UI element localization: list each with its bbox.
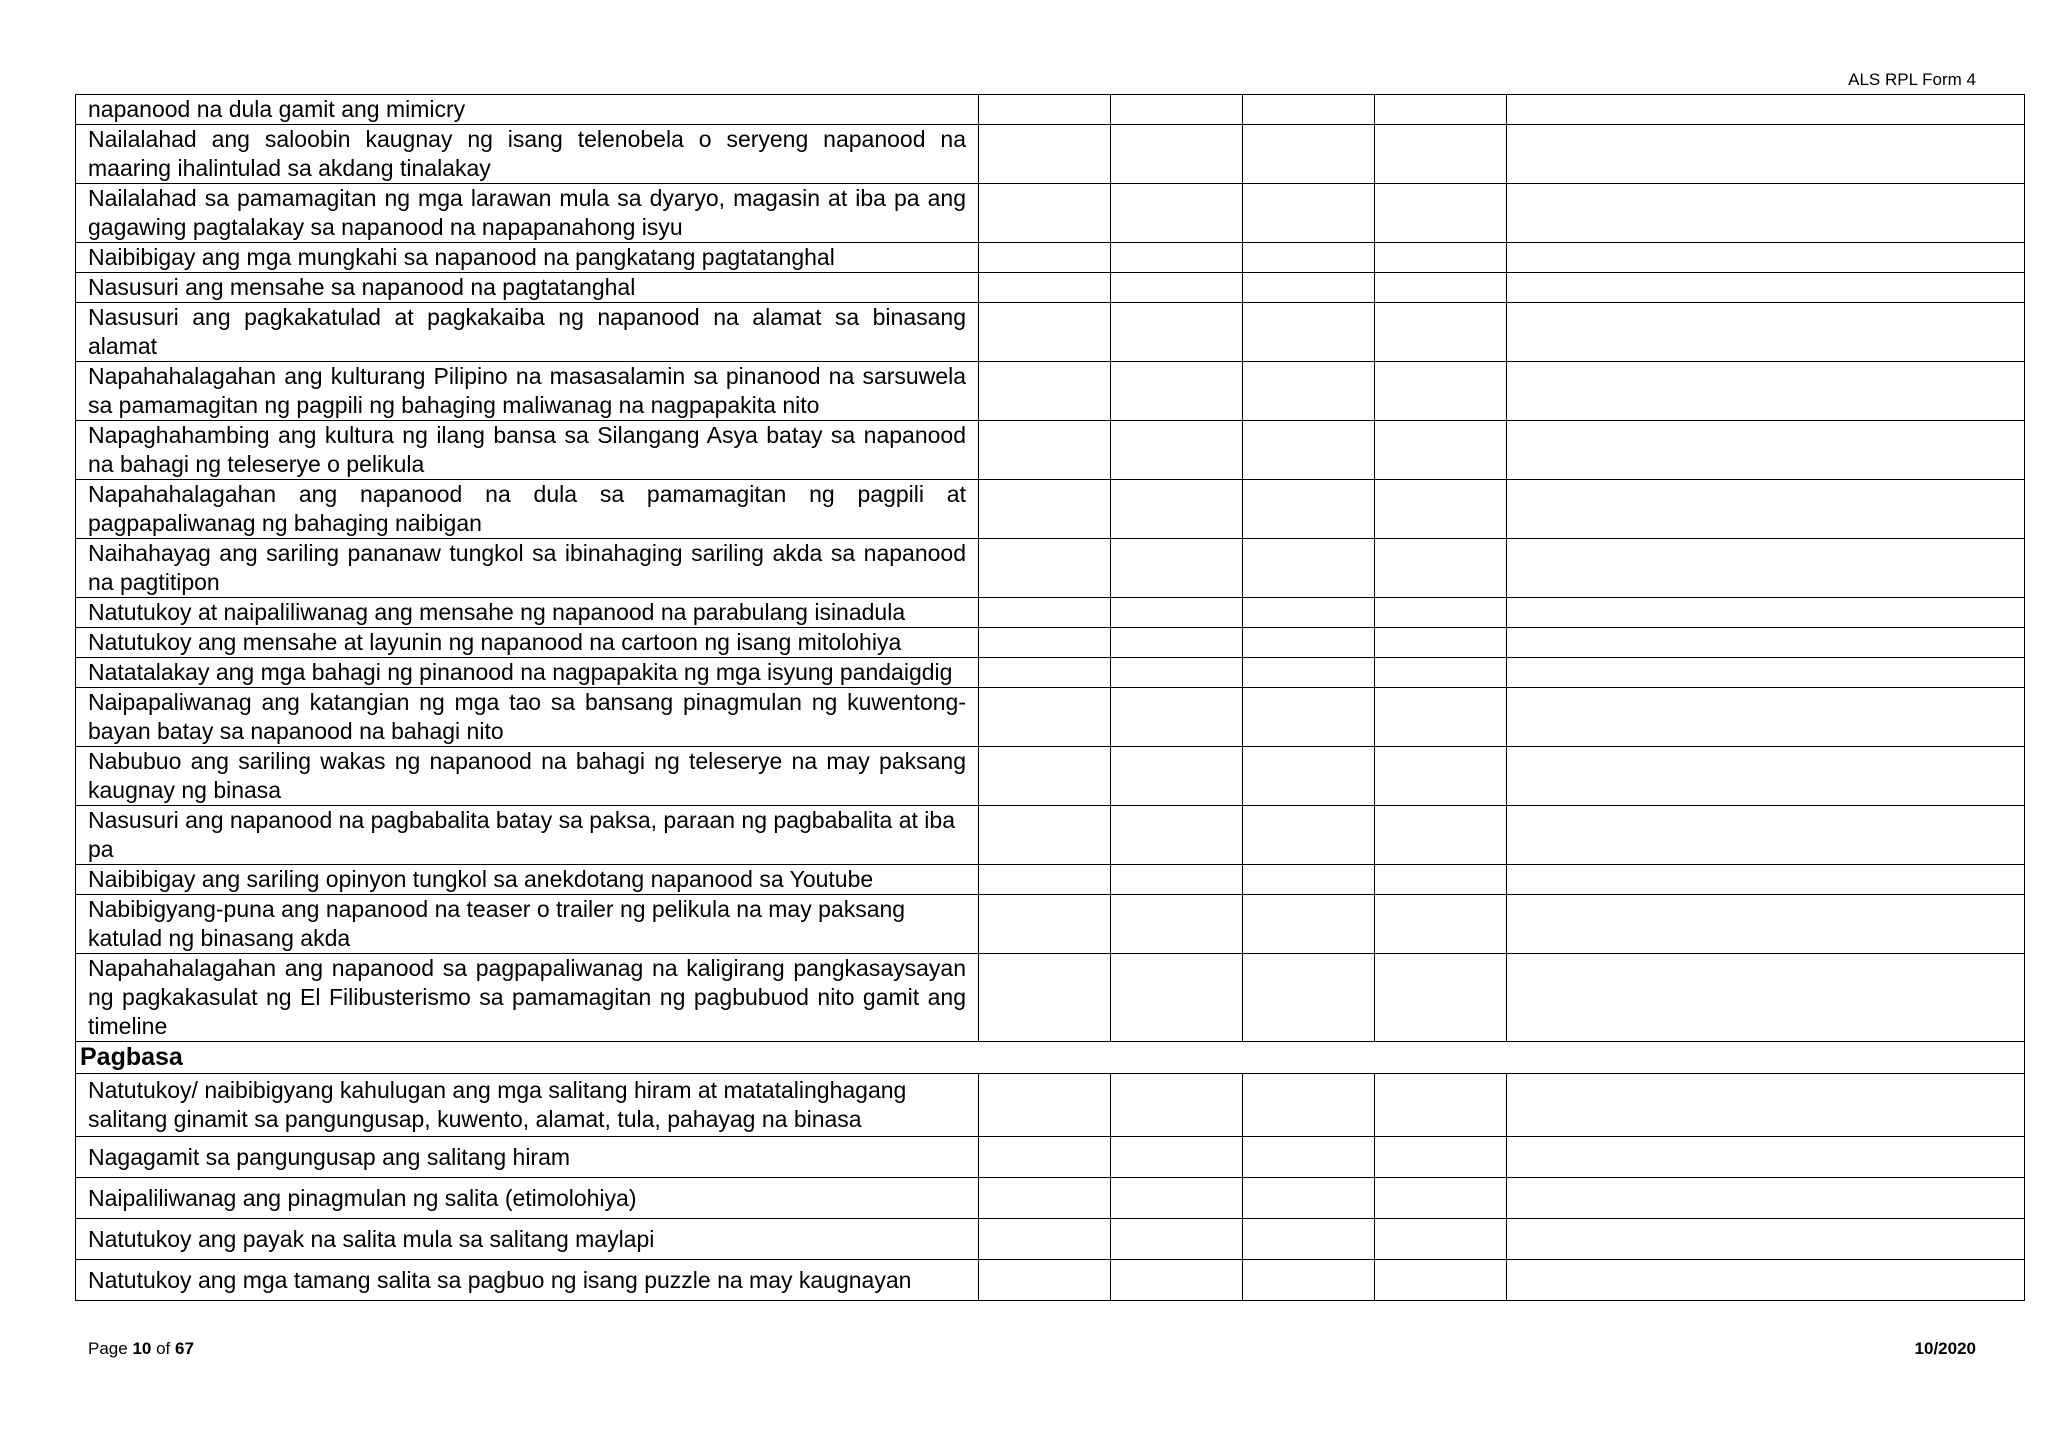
page-mid: of xyxy=(151,1339,175,1358)
rating-cell[interactable] xyxy=(1111,865,1243,895)
rating-cell[interactable] xyxy=(1111,747,1243,806)
rating-cell[interactable] xyxy=(979,184,1111,243)
remarks-cell[interactable] xyxy=(1507,421,2025,480)
rating-cell[interactable] xyxy=(979,539,1111,598)
rating-cell[interactable] xyxy=(1111,362,1243,421)
rating-cell[interactable] xyxy=(1111,1219,1243,1260)
rating-cell[interactable] xyxy=(1111,421,1243,480)
rating-cell[interactable] xyxy=(1243,421,1375,480)
table-row xyxy=(76,273,2025,303)
rating-cell[interactable] xyxy=(1243,303,1375,362)
rating-cell[interactable] xyxy=(1375,865,1507,895)
rating-cell[interactable] xyxy=(1111,95,1243,125)
rating-cell[interactable] xyxy=(1375,1260,1507,1301)
rating-cell[interactable] xyxy=(979,1074,1111,1137)
rating-cell[interactable] xyxy=(1111,658,1243,688)
rating-cell[interactable] xyxy=(1111,806,1243,865)
table-row xyxy=(76,895,2025,954)
remarks-cell[interactable] xyxy=(1507,895,2025,954)
competency-text: Nagagamit sa pangungusap ang salitang hiram xyxy=(76,1137,979,1178)
table-row xyxy=(76,1260,2025,1301)
rating-cell[interactable] xyxy=(1375,1178,1507,1219)
rating-cell[interactable] xyxy=(1243,1137,1375,1178)
remarks-cell[interactable] xyxy=(1507,658,2025,688)
rating-cell[interactable] xyxy=(1375,362,1507,421)
table-row xyxy=(76,303,2025,362)
rating-cell[interactable] xyxy=(979,1260,1111,1301)
competency-text: Natutukoy at naipaliliwanag ang mensahe ng napanood na parabulang isinadula xyxy=(76,598,979,628)
rating-cell[interactable] xyxy=(1243,598,1375,628)
table-row xyxy=(76,865,2025,895)
rating-cell[interactable] xyxy=(1111,628,1243,658)
rating-cell[interactable] xyxy=(979,1137,1111,1178)
rating-cell[interactable] xyxy=(1243,243,1375,273)
rating-cell[interactable] xyxy=(979,421,1111,480)
rating-cell[interactable] xyxy=(979,747,1111,806)
remarks-cell[interactable] xyxy=(1507,480,2025,539)
rating-cell[interactable] xyxy=(1375,598,1507,628)
competency-text: Nabubuo ang sariling wakas ng napanood na bahagi ng teleserye na may paksang kaugnay ng binasa xyxy=(76,747,979,806)
table-row xyxy=(76,1137,2025,1178)
rating-cell[interactable] xyxy=(1243,806,1375,865)
competency-text: Naibibigay ang sariling opinyon tungkol sa anekdotang napanood sa Youtube xyxy=(76,865,979,895)
table-row xyxy=(76,480,2025,539)
rating-cell[interactable] xyxy=(1243,539,1375,598)
competency-text: Nailalahad sa pamamagitan ng mga larawan mula sa dyaryo, magasin at iba pa ang gagawing pagtalakay sa napanood na napapanahong isyu xyxy=(76,184,979,243)
rating-cell[interactable] xyxy=(1243,688,1375,747)
table-row xyxy=(76,806,2025,865)
remarks-cell[interactable] xyxy=(1507,184,2025,243)
remarks-cell[interactable] xyxy=(1507,1260,2025,1301)
rating-cell[interactable] xyxy=(1243,1178,1375,1219)
competency-text: Natatalakay ang mga bahagi ng pinanood na nagpapakita ng mga isyung pandaigdig xyxy=(76,658,979,688)
rating-cell[interactable] xyxy=(1243,184,1375,243)
rating-cell[interactable] xyxy=(1111,954,1243,1042)
rating-cell[interactable] xyxy=(1375,658,1507,688)
table-row xyxy=(76,243,2025,273)
competency-text: Nailalahad ang saloobin kaugnay ng isang telenobela o seryeng napanood na maaring ihalintulad sa akdang tinalakay xyxy=(76,125,979,184)
rating-cell[interactable] xyxy=(1375,243,1507,273)
table-row xyxy=(76,598,2025,628)
rating-cell[interactable] xyxy=(979,480,1111,539)
rating-cell[interactable] xyxy=(1111,273,1243,303)
rating-cell[interactable] xyxy=(979,688,1111,747)
table-row xyxy=(76,184,2025,243)
rating-cell[interactable] xyxy=(1111,303,1243,362)
competency-text: Natutukoy ang mga tamang salita sa pagbuo ng isang puzzle na may kaugnayan xyxy=(76,1260,979,1301)
rating-cell[interactable] xyxy=(1375,628,1507,658)
competency-text: Naipaliliwanag ang pinagmulan ng salita (etimolohiya) xyxy=(76,1178,979,1219)
remarks-cell[interactable] xyxy=(1507,1219,2025,1260)
remarks-cell[interactable] xyxy=(1507,243,2025,273)
competency-text: Natutukoy ang payak na salita mula sa salitang maylapi xyxy=(76,1219,979,1260)
rating-cell[interactable] xyxy=(1243,747,1375,806)
table-row xyxy=(76,954,2025,1042)
competency-text: Napahahalagahan ang napanood na dula sa pamamagitan ng pagpili at pagpapaliwanag ng bahaging naibigan xyxy=(76,480,979,539)
rating-cell[interactable] xyxy=(979,95,1111,125)
form-label: ALS RPL Form 4 xyxy=(1848,70,1976,89)
rating-cell[interactable] xyxy=(1111,1137,1243,1178)
rating-cell[interactable] xyxy=(1375,125,1507,184)
rating-cell[interactable] xyxy=(1375,480,1507,539)
competency-text: Natutukoy/ naibibigyang kahulugan ang mga salitang hiram at matatalinghagang salitang ginamit sa pangungusap, kuwento, alamat, tula, pahayag na binasa xyxy=(76,1074,979,1137)
remarks-cell[interactable] xyxy=(1507,747,2025,806)
competency-text: Nasusuri ang pagkakatulad at pagkakaiba ng napanood na alamat sa binasang alamat xyxy=(76,303,979,362)
rating-cell[interactable] xyxy=(1375,1219,1507,1260)
rating-cell[interactable] xyxy=(979,658,1111,688)
rating-cell[interactable] xyxy=(1111,480,1243,539)
table-row xyxy=(76,1219,2025,1260)
rating-cell[interactable] xyxy=(1243,1219,1375,1260)
remarks-cell[interactable] xyxy=(1507,865,2025,895)
rating-cell[interactable] xyxy=(1111,895,1243,954)
table-row xyxy=(76,1178,2025,1219)
remarks-cell[interactable] xyxy=(1507,806,2025,865)
remarks-cell[interactable] xyxy=(1507,539,2025,598)
rating-cell[interactable] xyxy=(1111,184,1243,243)
rating-cell[interactable] xyxy=(979,243,1111,273)
rating-cell[interactable] xyxy=(979,806,1111,865)
remarks-cell[interactable] xyxy=(1507,598,2025,628)
competency-text: Natutukoy ang mensahe at layunin ng napanood na cartoon ng isang mitolohiya xyxy=(76,628,979,658)
rating-cell[interactable] xyxy=(979,362,1111,421)
table-row xyxy=(76,1074,2025,1137)
table-row xyxy=(76,747,2025,806)
table-row xyxy=(76,688,2025,747)
page-total: 67 xyxy=(174,1339,194,1358)
competency-text: Napahahalagahan ang kulturang Pilipino na masasalamin sa pinanood na sarsuwela sa pamamagitan ng pagpili ng bahaging maliwanag na nagpapakita nito xyxy=(76,362,979,421)
rating-cell[interactable] xyxy=(979,1178,1111,1219)
competency-text: Nabibigyang-puna ang napanood na teaser o trailer ng pelikula na may paksang katulad ng binasang akda xyxy=(76,895,979,954)
rating-cell[interactable] xyxy=(1243,1074,1375,1137)
rating-cell[interactable] xyxy=(1375,688,1507,747)
page-prefix: Page xyxy=(88,1339,133,1358)
rating-cell[interactable] xyxy=(1111,243,1243,273)
competency-text: Napahahalagahan ang napanood sa pagpapaliwanag na kaligirang pangkasaysayan ng pagkakasulat ng El Filibusterismo sa pamamagitan ng pagbubuod nito gamit ang timeline xyxy=(76,954,979,1042)
remarks-cell[interactable] xyxy=(1507,362,2025,421)
remarks-cell[interactable] xyxy=(1507,1137,2025,1178)
remarks-cell[interactable] xyxy=(1507,1178,2025,1219)
table-row xyxy=(76,628,2025,658)
rating-cell[interactable] xyxy=(1111,539,1243,598)
competency-text: Naibibigay ang mga mungkahi sa napanood na pangkatang pagtatanghal xyxy=(76,243,979,273)
rating-cell[interactable] xyxy=(1375,539,1507,598)
page-number: 10 xyxy=(132,1339,152,1358)
rating-cell[interactable] xyxy=(1243,480,1375,539)
rating-cell[interactable] xyxy=(1243,273,1375,303)
rating-cell[interactable] xyxy=(1375,421,1507,480)
remarks-cell[interactable] xyxy=(1507,688,2025,747)
rating-cell[interactable] xyxy=(1375,1137,1507,1178)
rating-cell[interactable] xyxy=(979,895,1111,954)
rating-cell[interactable] xyxy=(1375,184,1507,243)
rating-cell[interactable] xyxy=(979,954,1111,1042)
remarks-cell[interactable] xyxy=(1507,95,2025,125)
table-row xyxy=(76,362,2025,421)
competency-text: Naihahayag ang sariling pananaw tungkol sa ibinahaging sariling akda sa napanood na pagtitipon xyxy=(76,539,979,598)
rating-cell[interactable] xyxy=(979,865,1111,895)
rating-cell[interactable] xyxy=(979,303,1111,362)
rating-cell[interactable] xyxy=(979,1219,1111,1260)
rating-cell[interactable] xyxy=(1243,362,1375,421)
rating-cell[interactable] xyxy=(1243,1260,1375,1301)
rating-cell[interactable] xyxy=(1111,598,1243,628)
competency-text: Nasusuri ang napanood na pagbabalita batay sa paksa, paraan ng pagbabalita at iba pa xyxy=(76,806,979,865)
table-row xyxy=(76,95,2025,125)
competency-text: Napaghahambing ang kultura ng ilang bansa sa Silangang Asya batay sa napanood na bahagi ng teleserye o pelikula xyxy=(76,421,979,480)
remarks-cell[interactable] xyxy=(1507,628,2025,658)
rating-cell[interactable] xyxy=(1375,806,1507,865)
table-row xyxy=(76,658,2025,688)
rating-cell[interactable] xyxy=(1375,303,1507,362)
rating-cell[interactable] xyxy=(979,125,1111,184)
remarks-cell[interactable] xyxy=(1507,303,2025,362)
rating-cell[interactable] xyxy=(1243,95,1375,125)
competency-text: napanood na dula gamit ang mimicry xyxy=(76,95,979,125)
table-row xyxy=(76,125,2025,184)
rating-cell[interactable] xyxy=(1111,1074,1243,1137)
rating-cell[interactable] xyxy=(1243,895,1375,954)
footer-date: 10/2020 xyxy=(1914,1339,1976,1358)
rating-cell[interactable] xyxy=(1375,895,1507,954)
rating-cell[interactable] xyxy=(1375,954,1507,1042)
remarks-cell[interactable] xyxy=(1507,125,2025,184)
rating-cell[interactable] xyxy=(1243,125,1375,184)
rating-cell[interactable] xyxy=(1375,95,1507,125)
rating-cell[interactable] xyxy=(1243,954,1375,1042)
rating-cell[interactable] xyxy=(979,628,1111,658)
page-indicator xyxy=(88,1339,194,1359)
rating-cell[interactable] xyxy=(1111,125,1243,184)
competency-table xyxy=(75,94,2025,1301)
rating-cell[interactable] xyxy=(1243,865,1375,895)
remarks-cell[interactable] xyxy=(1507,954,2025,1042)
competency-text: Nasusuri ang mensahe sa napanood na pagtatanghal xyxy=(76,273,979,303)
remarks-cell[interactable] xyxy=(1507,273,2025,303)
section-row xyxy=(76,1042,2025,1074)
table-row xyxy=(76,539,2025,598)
rating-cell[interactable] xyxy=(1111,1260,1243,1301)
table-row xyxy=(76,421,2025,480)
rating-cell[interactable] xyxy=(1375,1074,1507,1137)
rating-cell[interactable] xyxy=(1243,658,1375,688)
remarks-cell[interactable] xyxy=(1507,1074,2025,1137)
rating-cell[interactable] xyxy=(979,273,1111,303)
rating-cell[interactable] xyxy=(1111,688,1243,747)
rating-cell[interactable] xyxy=(979,598,1111,628)
rating-cell[interactable] xyxy=(1375,273,1507,303)
competency-text: Naipapaliwanag ang katangian ng mga tao sa bansang pinagmulan ng kuwentong-bayan batay sa napanood na bahagi nito xyxy=(76,688,979,747)
rating-cell[interactable] xyxy=(1111,1178,1243,1219)
rating-cell[interactable] xyxy=(1375,747,1507,806)
rating-cell[interactable] xyxy=(1243,628,1375,658)
section-title: Pagbasa xyxy=(76,1042,2025,1074)
